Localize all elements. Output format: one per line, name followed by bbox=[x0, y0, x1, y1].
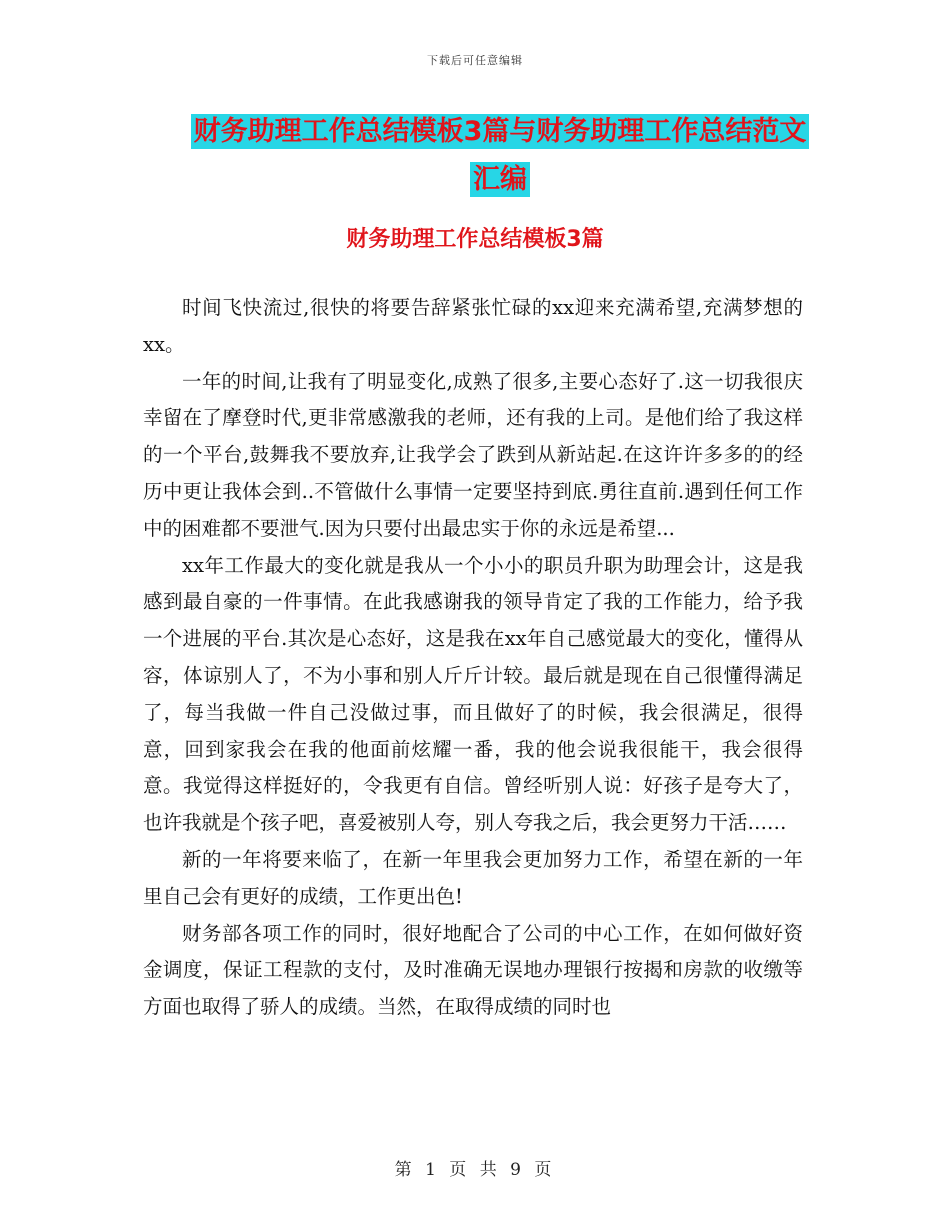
header-note: 下载后可任意编辑 bbox=[427, 54, 523, 67]
paragraph: 新的一年将要来临了，在新一年里我会更加努力工作，希望在新的一年里自己会有更好的成绩，工作更出色! bbox=[143, 847, 803, 908]
paragraph: xx年工作最大的变化就是我从一个小小的职员升职为助理会计，这是我感到最自豪的一件事情。在此我感谢我的领导肯定了我的工作能力，给予我一个进展的平台.其次是心态好，这是我在xx年自己感觉最大的变化，懂得从容，体谅别人了，不为小事和别人斤斤计较。最后就是现在自己很懂得满足了，每当我做一件自己没做过事，而且做好了的时候，我会很满足，很得意，回到家我会在我的他面前炫耀一番，我的他会说我很能干，我会很得意。我觉得这样挺好的，令我更有自信。曾经听别人说：好孩子是夸大了，也许我就是个孩子吧，喜爱被别人夸，别人夸我之后，我会更努力干活…… bbox=[143, 553, 803, 835]
page-number: 第 1 页 共 9 页 bbox=[394, 1160, 556, 1180]
paragraph: 一年的时间,让我有了明显变化,成熟了很多,主要心态好了.这一切我很庆幸留在了摩登时代,更非常感激我的老师，还有我的上司。是他们给了我这样的一个平台,鼓舞我不要放弃,让我学会了跌到从新站起.在这许许多多的的经历中更让我体会到..不管做什么事情一定要坚持到底.勇往直前.遇到任何工作中的困难都不要泄气.因为只要付出最忠实于你的永远是希望... bbox=[143, 369, 803, 540]
document-title-text: 财务助理工作总结模板3篇与财务助理工作总结范文汇编 bbox=[191, 114, 810, 197]
body-text bbox=[143, 290, 803, 1026]
paragraph: 时间飞快流过,很快的将要告辞紧张忙碌的xx迎来充满希望,充满梦想的xx。 bbox=[143, 296, 803, 356]
paragraph: 财务部各项工作的同时，很好地配合了公司的中心工作，在如何做好资金调度，保证工程款的支付，及时准确无误地办理银行按揭和房款的收缴等方面也取得了骄人的成绩。当然，在取得成绩的同时也 bbox=[143, 921, 803, 1019]
section-title: 财务助理工作总结模板3篇 bbox=[346, 227, 604, 252]
document-title bbox=[190, 108, 810, 204]
